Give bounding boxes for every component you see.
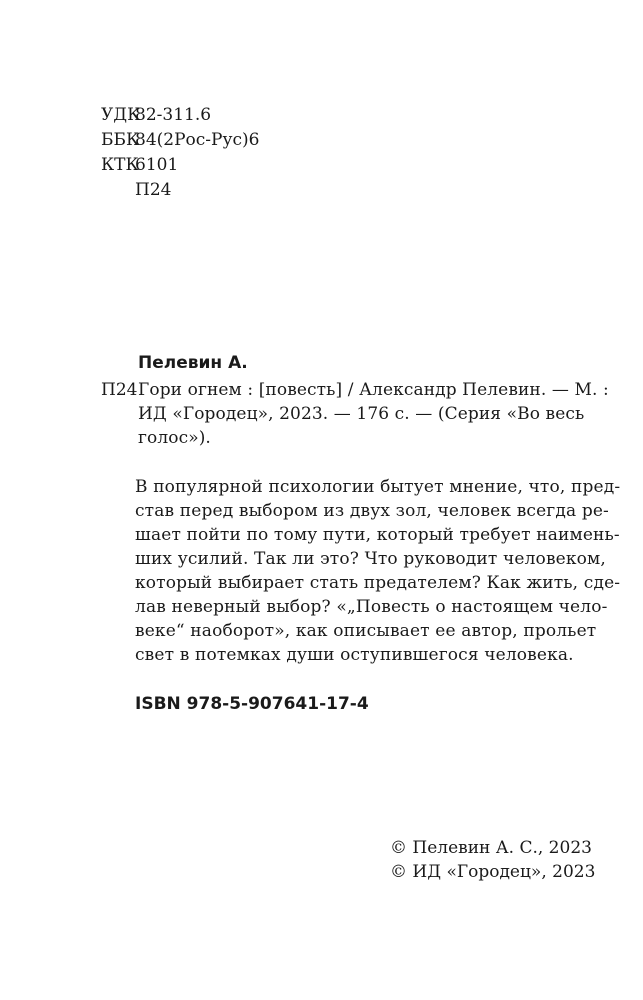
annotation-line: шает пойти по тому пути, который требует наимень- bbox=[135, 525, 620, 545]
bbk-label: ББК bbox=[101, 130, 140, 150]
record-cutter: П24 bbox=[101, 380, 138, 400]
annotation-line: свет в потемках души оступившегося человека. bbox=[135, 645, 574, 665]
ktk-value: 6101 bbox=[135, 155, 179, 175]
annotation-line: который выбирает стать предателем? Как жить, сде- bbox=[135, 573, 621, 593]
record-line: голос»). bbox=[138, 428, 211, 448]
isbn: ISBN 978-5-907641-17-4 bbox=[135, 694, 369, 714]
copyright-line: © Пелевин А. С., 2023 bbox=[390, 838, 592, 858]
annotation-line: лав неверный выбор? «„Повесть о настоящем чело- bbox=[135, 597, 608, 617]
udk-label: УДК bbox=[101, 105, 141, 125]
cutter-number: П24 bbox=[135, 180, 172, 200]
ktk-label: КТК bbox=[101, 155, 139, 175]
record-line: ИД «Городец», 2023. — 176 с. — (Серия «Во весь bbox=[138, 404, 585, 424]
udk-value: 82-311.6 bbox=[135, 105, 212, 125]
annotation-line: веке“ наоборот», как описывает ее автор, прольет bbox=[135, 621, 597, 641]
annotation-line: В популярной психологии бытует мнение, что, пред- bbox=[135, 477, 621, 497]
annotation-line: став перед выбором из двух зол, человек всегда ре- bbox=[135, 501, 609, 521]
author-heading: Пелевин А. bbox=[138, 353, 248, 373]
record-line: Гори огнем : [повесть] / Александр Пелевин. — М. : bbox=[138, 380, 609, 400]
annotation-line: ших усилий. Так ли это? Что руководит человеком, bbox=[135, 549, 606, 569]
bbk-value: 84(2Рос-Рус)6 bbox=[135, 130, 260, 150]
copyright-line: © ИД «Городец», 2023 bbox=[390, 862, 596, 882]
